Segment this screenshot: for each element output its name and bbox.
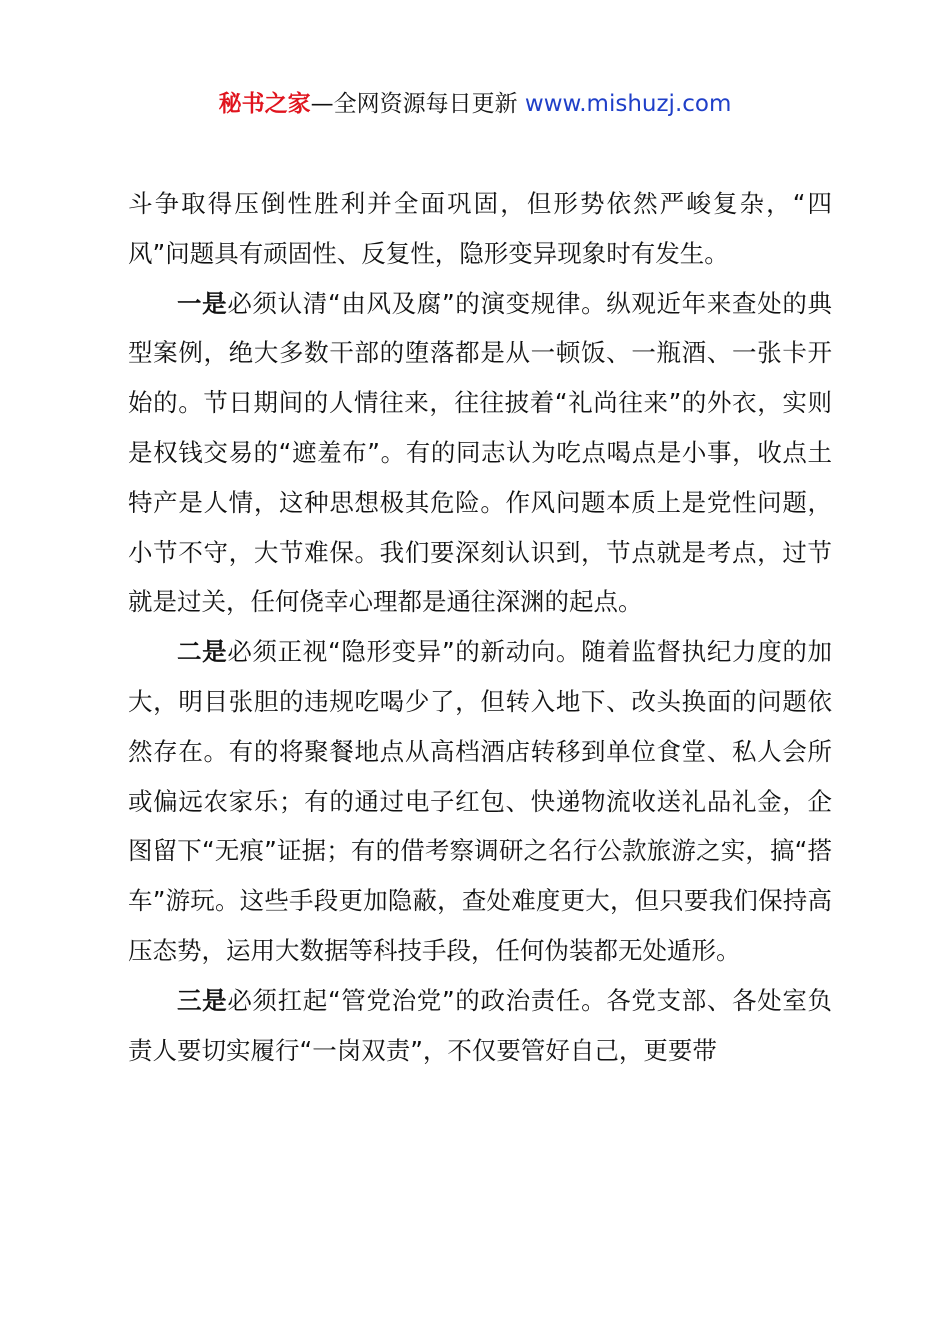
paragraph-point-one <box>128 279 832 628</box>
paragraph-continuation: 斗争取得压倒性胜利并全面巩固，但形势依然严峻复杂，“四风”问题具有顽固性、反复性，隐形变异现象时有发生。 <box>128 189 832 268</box>
point-two-text: 必须正视“隐形变异”的新动向。随着监督执纪力度的加大，明目张胆的违规吃喝少了，但转入地下、改头换面的问题依然存在。有的将聚餐地点从高档酒店转移到单位食堂、私人会所或偏远农家乐；有的通过电子红包、快递物流收送礼品礼金，企图留下“无痕”证据；有的借考察调研之名行公款旅游之实，搞“搭车”游玩。这些手段更加隐蔽，查处难度更大，但只要我们保持高压态势，运用大数据等科技手段，任何伪装都无处遁形。 <box>128 637 833 965</box>
header-slogan: —全网资源每日更新 <box>310 91 525 117</box>
paragraph-point-three <box>128 976 832 1076</box>
point-three-text: 必须扛起“管党治党”的政治责任。各党支部、各处室负责人要切实履行“一岗双责”，不仅要管好自己，更要带 <box>128 985 833 1065</box>
point-one-lead: 一是 <box>177 288 228 318</box>
site-header <box>0 86 950 122</box>
point-two-lead: 二是 <box>177 637 228 667</box>
site-url[interactable]: www.mishuzj.com <box>524 91 732 117</box>
article-body <box>128 179 832 1075</box>
point-one-text: 必须认清“由风及腐”的演变规律。纵观近年来查处的典型案例，绝大多数干部的堕落都是从一顿饭、一瓶酒、一张卡开始的。节日期间的人情往来，往往披着“礼尚往来”的外衣，实则是权钱交易的“遮羞布”。有的同志认为吃点喝点是小事，收点土特产是人情，这种思想极其危险。作风问题本质上是党性问题，小节不守，大节难保。我们要深刻认识到，节点就是考点，过节就是过关，任何侥幸心理都是通往深渊的起点。 <box>128 288 833 617</box>
brand-name: 秘书之家 <box>218 91 311 117</box>
point-three-lead: 三是 <box>177 985 228 1015</box>
paragraph-point-two <box>128 627 832 976</box>
